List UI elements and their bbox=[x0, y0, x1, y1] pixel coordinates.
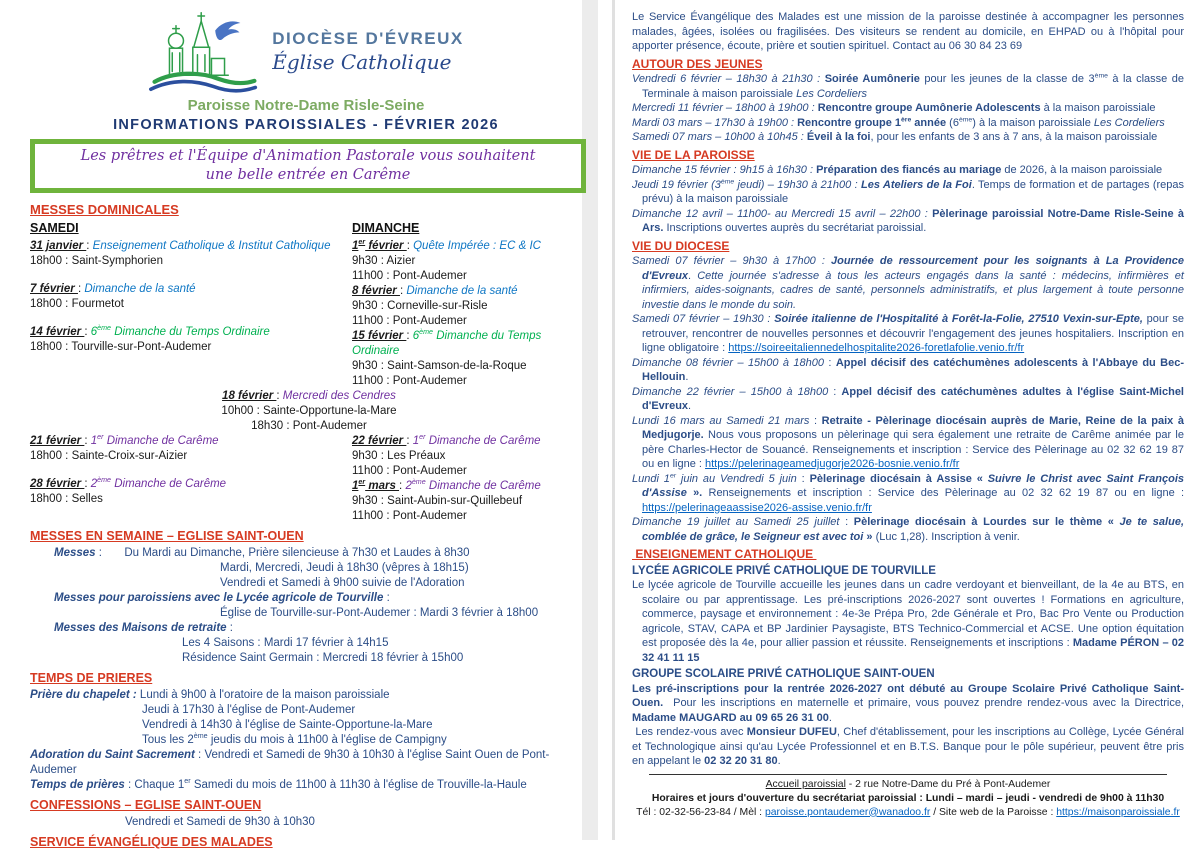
text-segment: 7 février bbox=[30, 283, 78, 295]
section-heading bbox=[632, 547, 1184, 562]
text-segment: Enseignement Catholique & Institut Catholique bbox=[92, 240, 331, 252]
section-heading-temps-prieres: TEMPS DE PRIERES bbox=[30, 671, 153, 685]
text-segment: : bbox=[84, 326, 91, 338]
text-segment: 1 bbox=[412, 435, 420, 447]
text-line bbox=[352, 359, 588, 374]
text-line bbox=[220, 606, 588, 621]
text-segment: : bbox=[406, 435, 413, 447]
text-segment: Pèlerinage paroissial Notre-Dame Risle-Seine à Ars. bbox=[642, 207, 1184, 234]
section-heading bbox=[632, 148, 1184, 163]
text-segment: Dimanche de Carême bbox=[111, 478, 227, 490]
subheading-samedi: SAMEDI bbox=[30, 221, 79, 235]
text-segment: . bbox=[685, 371, 689, 383]
dimanche-column bbox=[352, 219, 588, 389]
text-segment: 18h00 : Saint-Symphorien bbox=[30, 255, 163, 267]
text-segment: : bbox=[828, 385, 842, 398]
text-segment: 18h00 : Sainte-Croix-sur-Aizier bbox=[30, 450, 188, 462]
text-segment: Accueil paroissial bbox=[765, 778, 846, 790]
text-line bbox=[632, 515, 1184, 544]
text-segment: - 2 rue Notre-Dame du Pré à Pont-Audemer bbox=[845, 778, 1051, 790]
text-segment: . bbox=[688, 269, 698, 282]
text-line bbox=[30, 688, 588, 703]
text-segment: » bbox=[863, 530, 873, 543]
text-line bbox=[142, 718, 588, 733]
text-segment: : bbox=[226, 622, 233, 634]
text-segment: ème bbox=[97, 324, 112, 333]
weekend-masses-grid bbox=[30, 219, 588, 389]
page-divider-line bbox=[612, 0, 615, 840]
text-segment: : Chaque 1 bbox=[124, 779, 185, 791]
text-segment: 18h00 : Fourmetot bbox=[30, 298, 124, 310]
text-segment: Soirée Aumônerie bbox=[824, 73, 920, 85]
text-segment: Cette journée s'adresse à tous les acteurs engagés dans la santé : médecins, infirmières et infirmiers, aides-soignants, cadres de santé, personnels administratifs, et plus largement à toute personne investie dans le monde du soin. bbox=[642, 269, 1184, 311]
text-segment: 1 bbox=[90, 435, 98, 447]
text-line bbox=[352, 434, 588, 449]
text-segment: à la maison paroissiale bbox=[1040, 102, 1156, 114]
left-page-body bbox=[0, 193, 612, 850]
text-segment: 02 32 20 31 80 bbox=[704, 755, 778, 767]
text-segment: . bbox=[688, 400, 692, 412]
text-line bbox=[632, 806, 1184, 820]
text-line bbox=[352, 299, 588, 314]
text-segment: Madame MAUGARD au 09 65 26 31 00 bbox=[632, 711, 829, 724]
text-segment: Résidence Saint Germain : Mercredi 18 février à 15h00 bbox=[182, 652, 464, 664]
text-segment: Les rendez-vous avec bbox=[632, 726, 747, 738]
text-segment: 1 bbox=[352, 240, 359, 252]
text-segment: Prière du chapelet : bbox=[30, 689, 137, 701]
text-line bbox=[30, 748, 588, 778]
text-segment: (Luc 1,28). Inscription à venir. bbox=[872, 530, 1020, 543]
text-segment: : bbox=[399, 285, 407, 297]
text-segment: Appel décisif des catéchumènes adultes à l'église Saint-Michel d'Evreux bbox=[642, 385, 1184, 412]
banner-line-1: Les prêtres et l'Équipe d'Animation Pastorale vous souhaitent bbox=[80, 148, 536, 164]
text-segment: Samedi du mois de 11h00 à 11h30 à l'église de Trouville-la-Haule bbox=[190, 779, 527, 791]
text-line bbox=[632, 178, 1184, 207]
diocese-logo bbox=[0, 6, 612, 96]
text-segment: Dimanche 12 avril – 11h00- au Mercredi 15 avril – 22h00 : bbox=[632, 207, 933, 220]
link[interactable]: https://maisonparoissiale.fr bbox=[1056, 806, 1180, 818]
text-line bbox=[632, 10, 1184, 54]
text-line bbox=[30, 239, 352, 254]
text-segment: Dimanche du Temps Ordinaire bbox=[352, 330, 542, 357]
text-segment: juin au Vendredi 5 juin bbox=[676, 472, 797, 485]
text-segment: Rencontre groupe 1 bbox=[797, 116, 902, 129]
text-segment: 22 février bbox=[352, 435, 407, 447]
text-segment: : bbox=[824, 356, 836, 369]
text-segment: Les Ateliers de la Foi bbox=[861, 178, 972, 191]
text-segment: jeudi) – 19h30 à 21h00 : bbox=[734, 178, 861, 191]
text-segment: Vendredi 6 février – 18h30 à 21h30 : bbox=[632, 73, 825, 85]
text-segment: Soirée italienne de l'Hospitalité à Forêt-la-Folie, 27510 Vexin-sur-Epte, bbox=[774, 313, 1143, 325]
church-logo-icon bbox=[148, 7, 260, 95]
ash-wednesday-block bbox=[30, 389, 588, 434]
text-segment: 10h00 : Sainte-Opportune-la-Mare bbox=[221, 405, 397, 417]
text-segment: de 2026, à la maison paroissiale bbox=[1001, 164, 1163, 176]
text-segment: 11h00 : Pont-Audemer bbox=[352, 315, 467, 327]
text-segment: GROUPE SCOLAIRE PRIVÉ CATHOLIQUE SAINT-OUEN bbox=[632, 668, 935, 680]
prayer-times-lines bbox=[30, 688, 588, 793]
text-segment: 18h30 : Pont-Audemer bbox=[251, 420, 367, 432]
text-segment: Dimanche 22 février – 15h00 à 18h00 bbox=[632, 385, 829, 398]
text-segment: Dimanche de la santé bbox=[406, 285, 518, 297]
text-segment: ère bbox=[901, 115, 912, 123]
text-segment: Pour les inscriptions en maternelle et primaire, vous pouvez prendre rendez-vous avec la Directrice, bbox=[663, 697, 1184, 709]
text-segment: à la classe de Terminale à maison paroissiale bbox=[642, 73, 1184, 100]
section-heading-messes-dominicales: MESSES DOMINICALES bbox=[30, 202, 179, 217]
text-segment: , pour les enfants de 3 ans à 7 ans, à la maison paroissiale bbox=[870, 131, 1158, 143]
subheading-dimanche: DIMANCHE bbox=[352, 221, 420, 235]
text-segment: ENSEIGNEMENT CATHOLIQUE bbox=[632, 547, 817, 561]
text-segment: Les 4 Saisons : Mardi 17 février à 14h15 bbox=[182, 637, 389, 649]
footer-lines bbox=[632, 778, 1184, 820]
footer-rule bbox=[649, 774, 1168, 775]
text-line bbox=[30, 389, 588, 404]
text-segment: mars bbox=[365, 480, 400, 492]
text-segment: Vendredi et Samedi à 9h00 suivie de l'Adoration bbox=[220, 577, 465, 589]
text-segment: Le Service Évangélique des Malades est une mission de la paroisse destinée à accompagner les personnes malades, âgées, isolées ou fragilisées. Des visiteurs se rendent au domicile, en EHPAD ou à l'hôpital pour apporter présence, écoute, prière et soutien spirituel. Contact au 06 30 84 23 69 bbox=[632, 11, 1184, 52]
text-segment: Jeudi à 17h30 à l'église de Pont-Audemer bbox=[142, 704, 356, 716]
text-segment: 8 février bbox=[352, 285, 400, 297]
text-line bbox=[54, 621, 588, 636]
text-line bbox=[632, 72, 1184, 101]
text-segment: 28 février bbox=[30, 478, 85, 490]
text-segment: 31 janvier bbox=[30, 240, 87, 252]
text-segment: Vendredi à 14h30 à l'église de Sainte-Opportune-la-Mare bbox=[142, 719, 433, 731]
bird-icon bbox=[215, 21, 240, 40]
text-line bbox=[632, 578, 1184, 665]
text-segment: Nous vous proposons un pèlerinage qui sera également une retraite de Carême animée par le père Charles-Hector de Souancé. Renseignements et inscription : Service des Pèlerinage au 02 32 62 19 87 ou en ligne : bbox=[642, 429, 1184, 470]
text-segment: er bbox=[419, 433, 426, 442]
text-segment: Les Cordeliers bbox=[796, 87, 867, 100]
text-segment: . bbox=[828, 711, 832, 724]
text-segment: Samedi 07 février – 9h30 à 17h00 : bbox=[632, 255, 831, 267]
text-segment: 9h30 : Les Préaux bbox=[352, 450, 446, 462]
text-segment: . Temps de formation et de partages (repas prévu) à la maison paroissiale bbox=[642, 178, 1184, 205]
text-line bbox=[632, 101, 1184, 116]
text-segment: : bbox=[77, 283, 85, 295]
samedi-column bbox=[30, 219, 352, 389]
text-segment: Adoration du Saint Sacrement bbox=[30, 749, 195, 761]
text-segment: ème bbox=[1094, 72, 1108, 80]
section-heading bbox=[632, 564, 1184, 579]
text-segment: VIE DU DIOCESE bbox=[632, 238, 730, 253]
text-segment: 2 bbox=[90, 478, 98, 490]
text-line bbox=[352, 509, 588, 524]
section-heading bbox=[632, 57, 1184, 72]
text-segment: Les pré-inscriptions pour la rentrée 2026-2027 ont débuté au Groupe Scolaire Privé Catholique Saint-Ouen. bbox=[632, 682, 1184, 709]
link[interactable]: https://soireeitaliennedelhospitalite2026-foretlafolie.venio.fr/fr bbox=[728, 342, 1025, 354]
text-line bbox=[352, 494, 588, 509]
text-segment: LYCÉE AGRICOLE PRIVÉ CATHOLIQUE DE TOURVILLE bbox=[632, 564, 936, 577]
logo-text bbox=[272, 29, 463, 74]
text-segment: : bbox=[276, 390, 283, 402]
text-segment: Éveil à la foi bbox=[806, 131, 871, 143]
text-segment: 1 bbox=[352, 480, 359, 492]
text-line bbox=[30, 449, 352, 464]
text-segment: 11h00 : Pont-Audemer bbox=[352, 270, 467, 282]
text-segment: Tél : 02-32-56-23-84 / Mèl : bbox=[636, 806, 765, 818]
text-line bbox=[352, 479, 588, 494]
section-heading-confessions: CONFESSIONS – EGLISE SAINT-OUEN bbox=[30, 798, 262, 812]
text-line bbox=[54, 591, 588, 606]
text-segment: 9h30 : Saint-Aubin-sur-Quillebeuf bbox=[352, 495, 523, 507]
text-line bbox=[632, 472, 1184, 516]
text-segment: 9h30 : Corneville-sur-Risle bbox=[352, 300, 488, 312]
text-segment: er bbox=[358, 238, 366, 247]
text-segment: ». bbox=[686, 487, 703, 499]
text-segment: Dimanche de la santé bbox=[84, 283, 196, 295]
text-segment: 11h00 : Pont-Audemer bbox=[352, 375, 467, 387]
link[interactable]: paroisse.pontaudemer@wanadoo.fr bbox=[764, 806, 931, 818]
text-segment: ème bbox=[193, 732, 208, 741]
right-page-body bbox=[632, 10, 1184, 769]
text-segment: : Du Mardi au Dimanche, Prière silencieuse à 7h30 et Laudes à 8h30 bbox=[95, 547, 470, 559]
text-segment: Dimanche 08 février – 15h00 à 18h00 bbox=[632, 356, 824, 369]
text-segment: 14 février bbox=[30, 326, 85, 338]
text-segment: er bbox=[358, 478, 366, 487]
text-line bbox=[54, 546, 588, 561]
text-line bbox=[352, 314, 588, 329]
text-segment: ème bbox=[958, 115, 973, 123]
text-segment: Journée de ressourcement pour les soignants à La Providence d'Evreux bbox=[642, 255, 1184, 282]
text-segment: Dimanche de Carême bbox=[103, 435, 219, 447]
text-line bbox=[352, 329, 588, 359]
text-line bbox=[182, 651, 588, 666]
text-line bbox=[220, 576, 588, 591]
text-segment: Dimanche du Temps Ordinaire bbox=[111, 326, 270, 338]
text-line bbox=[30, 325, 352, 340]
text-line bbox=[352, 449, 588, 464]
text-segment: Jeudi 19 février (3 bbox=[632, 178, 721, 191]
text-line bbox=[30, 340, 352, 355]
section-heading-messes-semaine: MESSES EN SEMAINE – EGLISE SAINT-OUEN bbox=[30, 529, 304, 543]
text-segment: 9h30 : Aizier bbox=[352, 255, 416, 267]
text-line bbox=[632, 130, 1184, 145]
text-line bbox=[352, 254, 588, 269]
text-segment: Tous les 2 bbox=[142, 734, 194, 746]
text-line bbox=[30, 282, 352, 297]
text-line bbox=[632, 792, 1184, 806]
dimanche-lines bbox=[352, 239, 588, 389]
section-heading bbox=[632, 667, 1184, 682]
text-segment: Dimanche de Carême bbox=[425, 435, 541, 447]
text-line bbox=[352, 464, 588, 479]
text-segment: Dimanche de Carême bbox=[425, 480, 541, 492]
text-line bbox=[30, 492, 352, 507]
text-segment: : bbox=[86, 240, 93, 252]
text-line bbox=[632, 312, 1184, 356]
page-right bbox=[630, 0, 1186, 840]
lent-banner bbox=[30, 139, 586, 193]
text-segment: ) à la maison paroissiale bbox=[972, 116, 1094, 129]
text-segment: : bbox=[84, 478, 91, 490]
text-segment: Renseignements et inscription : Service des Pèlerinage au 02 32 62 19 87 ou en ligne : bbox=[702, 487, 1184, 499]
text-segment: ème bbox=[97, 476, 112, 485]
text-line bbox=[142, 733, 588, 748]
text-line bbox=[632, 254, 1184, 312]
text-segment: Pèlerinage diocésain à Lourdes sur le thème « bbox=[853, 516, 1120, 528]
text-segment: : Vendredi et Samedi de 9h30 à 10h30 à l'église Saint Ouen de Pont-Audemer bbox=[30, 749, 550, 776]
text-line bbox=[30, 477, 352, 492]
text-segment: Préparation des fiancés au mariage bbox=[816, 164, 1002, 176]
text-segment: 21 février bbox=[30, 435, 85, 447]
text-line bbox=[352, 239, 588, 254]
text-segment: er bbox=[184, 777, 191, 786]
text-line bbox=[142, 703, 588, 718]
text-segment: / Site web de la Paroisse : bbox=[930, 806, 1057, 818]
page-footer bbox=[632, 774, 1184, 820]
text-segment: 6 bbox=[412, 330, 420, 342]
text-segment: Temps de prières bbox=[30, 779, 125, 791]
text-segment: : bbox=[399, 480, 406, 492]
text-line bbox=[30, 434, 352, 449]
text-line bbox=[352, 269, 588, 284]
text-segment: er bbox=[97, 433, 104, 442]
lent-sunday-lines bbox=[352, 434, 588, 524]
text-segment: Lundi 16 mars au Samedi 21 mars bbox=[632, 414, 810, 427]
text-segment: année bbox=[911, 116, 947, 129]
lent-masses-grid bbox=[30, 434, 588, 524]
text-line bbox=[632, 414, 1184, 472]
text-segment: : bbox=[406, 330, 413, 342]
text-segment: ème bbox=[419, 328, 434, 337]
text-segment: 9h30 : Saint-Samson-de-la-Roque bbox=[352, 360, 527, 372]
text-segment: Mercredi des Cendres bbox=[282, 390, 396, 402]
text-segment: : bbox=[383, 592, 390, 604]
text-segment: Lundi 1 bbox=[632, 472, 670, 485]
text-segment: Madame PÉRON – 02 32 41 11 15 bbox=[642, 637, 1185, 664]
text-segment: : bbox=[796, 472, 810, 485]
text-line bbox=[632, 163, 1184, 178]
text-segment: ème bbox=[720, 177, 735, 185]
confessions-lines bbox=[30, 815, 588, 830]
text-segment: pour les jeunes de la classe de 3 bbox=[919, 73, 1095, 85]
text-segment: Le lycée agricole de Tourville accueille les jeunes dans un cadre verdoyant et bienveillant, de la 4e au BTS, en scolaire ou par apprentissage. Les pré-inscriptions 2026-2027 sont ouvertes ! Formations en agriculture, commerce, paysage et environnement : 4e-3e Prépa Pro, 2de Générale et Pro, Bac Pro Vente ou Production agricole, STAV, CAPA et BP Jardinier Paysagiste, BTS Technico-Commercial et ACSE. Une option équitation est proposée dès la 4e, pour allier passion et réussite. Renseignements et inscriptions : bbox=[632, 579, 1184, 649]
text-segment: Dimanche 19 juillet au Samedi 25 juillet bbox=[632, 516, 840, 528]
text-segment: VIE DE LA PAROISSE bbox=[632, 147, 755, 162]
text-segment: Messes pour paroissiens avec le Lycée agricole de Tourville bbox=[54, 592, 384, 604]
text-line bbox=[30, 297, 352, 312]
text-segment: Horaires et jours d'ouverture du secrétariat paroissial : Lundi – mardi – jeudi - vendredi de 9h00 à 11h30 bbox=[651, 792, 1165, 804]
lent-saturday-lines bbox=[30, 434, 352, 524]
banner-line-2: une belle entrée en Carême bbox=[205, 167, 411, 183]
text-segment: pour se retrouver, rencontrer de nouvelles personnes et découvrir l'engagement des jeunes hospitaliers. Inscription en ligne obligatoire : bbox=[642, 313, 1185, 354]
page-title: INFORMATIONS PAROISSIALES - FÉVRIER 2026 bbox=[113, 117, 499, 133]
text-segment: jeudis du mois à 11h00 à l'église de Campigny bbox=[207, 734, 447, 746]
text-segment: 15 février bbox=[352, 330, 407, 342]
text-segment: Monsieur DUFEU bbox=[746, 726, 837, 738]
text-segment: Quête Impérée : EC & IC bbox=[413, 240, 541, 252]
text-segment: (6 bbox=[946, 116, 959, 129]
text-segment: Samedi 07 février – 19h30 : bbox=[632, 313, 775, 325]
text-segment: , Chef d'établissement, pour les inscriptions au Collège, Lycée Général et Technologique ainsi qu'au Lycée Professionnel et en B.T.S. Banque pour le pôle supérieur, peuvent être pris en appelant le bbox=[632, 726, 1184, 767]
text-line bbox=[220, 561, 588, 576]
text-line bbox=[632, 116, 1184, 131]
text-segment: février bbox=[365, 240, 407, 252]
text-line bbox=[632, 725, 1184, 769]
text-segment: Pèlerinage diocésain à Assise « bbox=[809, 472, 988, 485]
text-segment: : bbox=[809, 414, 822, 427]
text-line bbox=[632, 778, 1184, 792]
text-segment: Les Cordeliers bbox=[1093, 116, 1165, 129]
text-segment: Mardi, Mercredi, Jeudi à 18h30 (vêpres à 18h15) bbox=[220, 562, 469, 574]
text-segment: ème bbox=[411, 478, 426, 487]
text-segment: Rencontre groupe Aumônerie Adolescents bbox=[817, 102, 1041, 114]
text-segment: Samedi 07 mars – 10h00 à 10h45 : bbox=[632, 131, 807, 143]
section-heading bbox=[632, 239, 1184, 254]
text-segment: Mardi 03 mars – 17h30 à 19h00 : bbox=[632, 116, 798, 129]
text-segment: 6 bbox=[90, 326, 98, 338]
section-heading-service-evangelique: SERVICE ÉVANGÉLIQUE DES MALADES bbox=[30, 835, 273, 849]
text-segment: 11h00 : Pont-Audemer bbox=[352, 510, 467, 522]
text-segment: Dimanche 15 février : 9h15 à 16h30 : bbox=[632, 164, 817, 176]
text-line bbox=[30, 778, 588, 793]
text-segment: Appel décisif des catéchumènes adolescents à l'Abbaye du Bec-Hellouin bbox=[642, 356, 1184, 383]
text-segment: Suivre le Christ avec Saint François d'Assise bbox=[642, 472, 1184, 499]
text-segment: Messes des Maisons de retraite bbox=[54, 622, 227, 634]
text-segment: 2 bbox=[405, 480, 412, 492]
text-line bbox=[30, 404, 588, 419]
text-segment: Mercredi 11 février – 18h00 à 19h00 : bbox=[632, 102, 818, 114]
text-line bbox=[632, 356, 1184, 385]
text-segment: er bbox=[669, 471, 676, 479]
text-segment: AUTOUR DES JEUNES bbox=[632, 56, 763, 71]
link[interactable]: https://pelerinageamedjugorje2026-bosnie.venio.fr/fr bbox=[705, 458, 960, 470]
text-segment: 18 février bbox=[222, 390, 277, 402]
text-line bbox=[352, 284, 588, 299]
link[interactable]: https://pelerinageaassise2026-assise.venio.fr/fr bbox=[642, 501, 872, 514]
text-segment: Église de Tourville-sur-Pont-Audemer : Mardi 3 février à 18h00 bbox=[220, 607, 539, 619]
text-segment: : bbox=[84, 435, 91, 447]
text-segment: Vendredi et Samedi de 9h30 à 10h30 bbox=[125, 816, 315, 828]
text-line bbox=[30, 254, 352, 269]
text-segment: 18h00 : Tourville-sur-Pont-Audemer bbox=[30, 341, 212, 353]
text-segment: : bbox=[406, 240, 414, 252]
text-segment: Lundi à 9h00 à l'oratoire de la maison paroissiale bbox=[136, 689, 390, 701]
text-line bbox=[352, 374, 588, 389]
samedi-lines bbox=[30, 239, 352, 355]
text-line bbox=[182, 636, 588, 651]
text-line bbox=[632, 682, 1184, 726]
text-segment: . bbox=[777, 755, 781, 767]
weekday-masses-lines bbox=[30, 546, 588, 666]
text-segment: 11h00 : Pont-Audemer bbox=[352, 465, 467, 477]
text-line bbox=[632, 385, 1184, 414]
text-segment: : bbox=[839, 516, 854, 528]
text-segment: 18h00 : Selles bbox=[30, 493, 103, 505]
text-segment: Retraite - Pèlerinage diocésain auprès de Marie, Reine de la paix à Medjugorje. bbox=[642, 414, 1184, 441]
text-segment: Inscriptions ouvertes auprès du secrétariat paroissial. bbox=[663, 222, 927, 234]
diocese-name: DIOCÈSE D'ÉVREUX bbox=[272, 28, 464, 48]
diocese-subtitle: Église Catholique bbox=[272, 49, 452, 74]
parish-name: Paroisse Notre-Dame Risle-Seine bbox=[187, 97, 425, 114]
text-segment: Je te salue, comblée de grâce, le Seigneur est avec toi bbox=[642, 516, 1184, 543]
text-line bbox=[125, 815, 588, 830]
text-line bbox=[30, 419, 588, 434]
text-line bbox=[632, 207, 1184, 236]
text-segment: Messes bbox=[54, 547, 96, 559]
